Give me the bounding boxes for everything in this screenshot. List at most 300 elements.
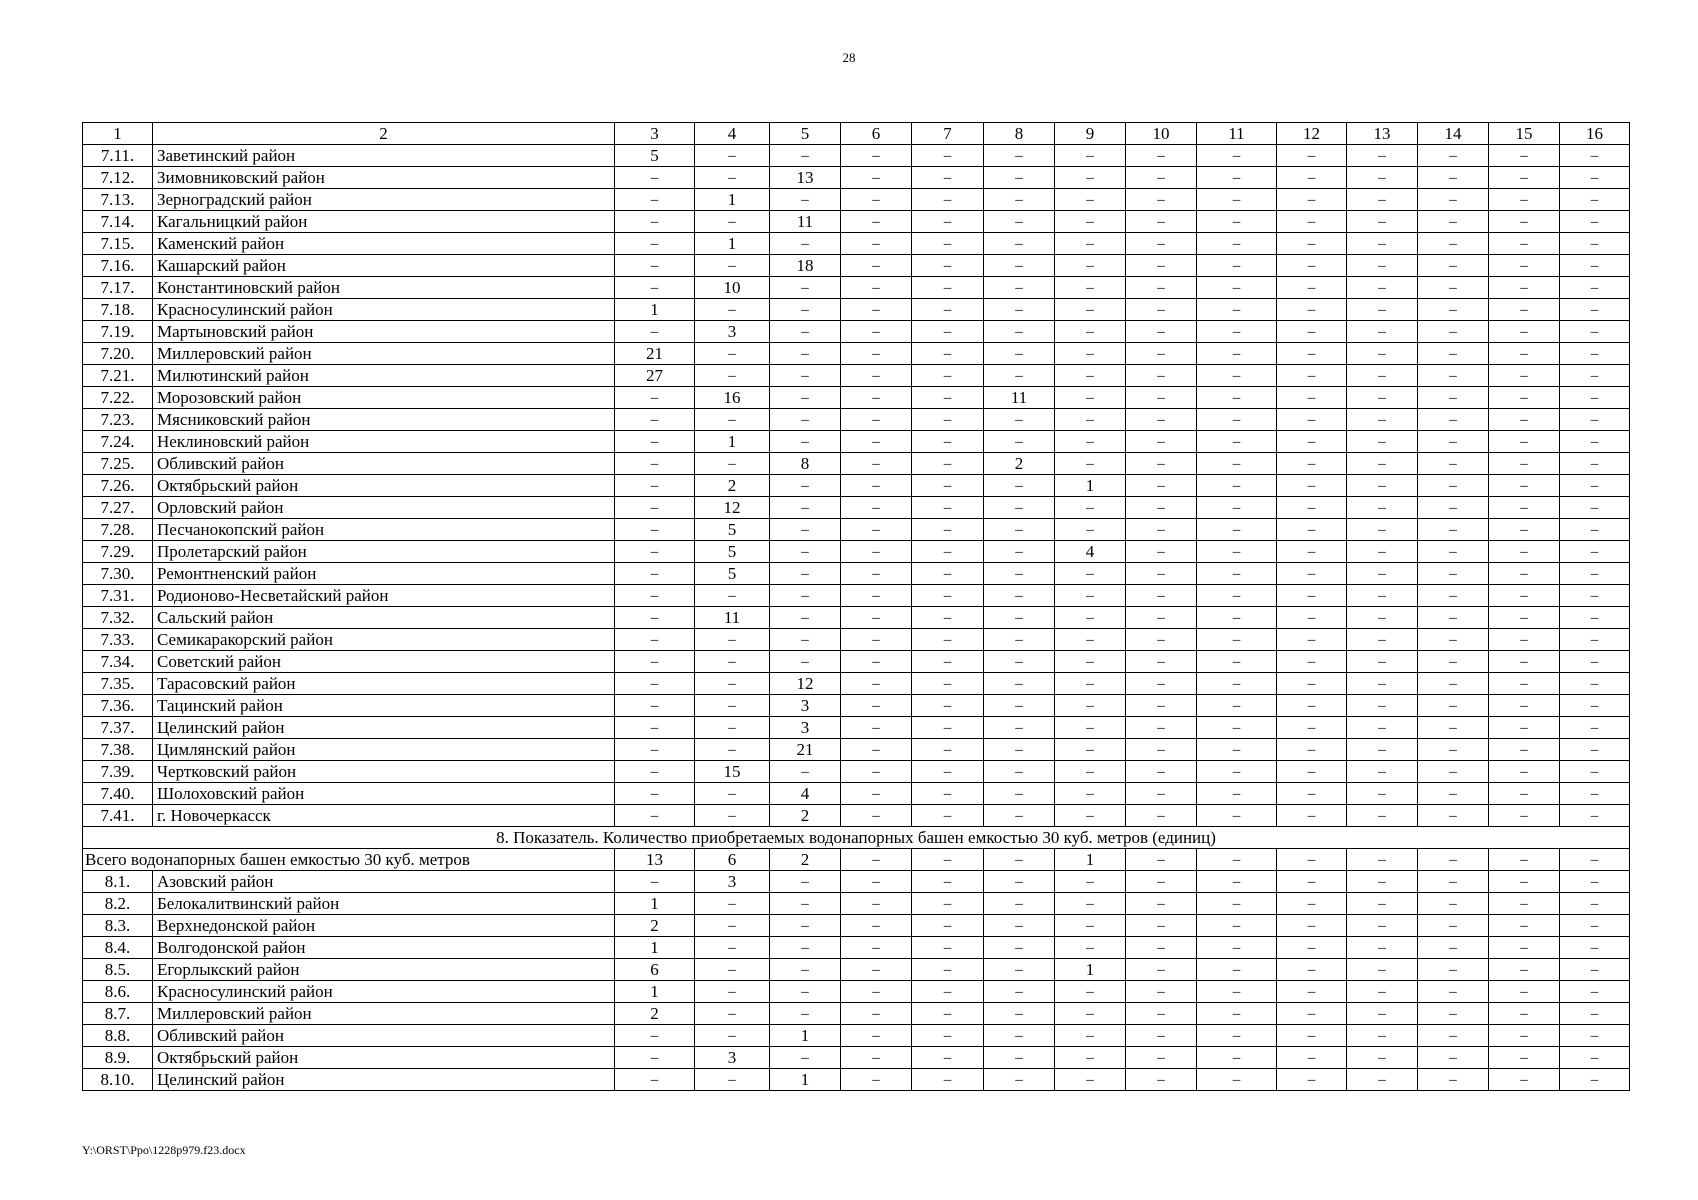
- value-cell: –: [841, 365, 912, 387]
- value-cell: –: [1197, 629, 1277, 651]
- value-cell: –: [1126, 365, 1197, 387]
- row-number: 8.9.: [83, 1047, 153, 1069]
- column-header: 4: [695, 123, 770, 145]
- value-cell: –: [1560, 189, 1630, 211]
- value-cell: –: [984, 651, 1055, 673]
- value-cell: –: [1489, 365, 1560, 387]
- value-cell: –: [695, 651, 770, 673]
- header-row: [83, 123, 1630, 145]
- value-cell: 1: [615, 937, 695, 959]
- value-cell: –: [984, 519, 1055, 541]
- value-cell: –: [1055, 651, 1126, 673]
- value-cell: 11: [695, 607, 770, 629]
- value-cell: –: [615, 651, 695, 673]
- row-number: 7.30.: [83, 563, 153, 585]
- value-cell: –: [1418, 717, 1489, 739]
- value-cell: –: [984, 1047, 1055, 1069]
- table-row: [83, 651, 1630, 673]
- value-cell: –: [841, 937, 912, 959]
- value-cell: –: [1418, 167, 1489, 189]
- value-cell: –: [1560, 167, 1630, 189]
- table-row: [83, 695, 1630, 717]
- value-cell: –: [1560, 343, 1630, 365]
- value-cell: –: [984, 937, 1055, 959]
- value-cell: –: [1347, 1025, 1418, 1047]
- value-cell: –: [1126, 761, 1197, 783]
- value-cell: –: [1347, 497, 1418, 519]
- column-header: 10: [1126, 123, 1197, 145]
- district-name: Семикаракорский район: [153, 629, 615, 651]
- value-cell: –: [984, 761, 1055, 783]
- value-cell: –: [1126, 453, 1197, 475]
- value-cell: –: [912, 585, 984, 607]
- row-number: 7.22.: [83, 387, 153, 409]
- data-table: [82, 122, 1630, 1091]
- value-cell: –: [912, 255, 984, 277]
- row-number: 7.13.: [83, 189, 153, 211]
- value-cell: –: [770, 607, 841, 629]
- value-cell: –: [615, 695, 695, 717]
- row-number: 7.12.: [83, 167, 153, 189]
- row-number: 7.35.: [83, 673, 153, 695]
- value-cell: –: [1055, 783, 1126, 805]
- value-cell: –: [1489, 211, 1560, 233]
- district-name: Милютинский район: [153, 365, 615, 387]
- value-cell: –: [1560, 211, 1630, 233]
- value-cell: –: [984, 1003, 1055, 1025]
- value-cell: –: [841, 607, 912, 629]
- value-cell: –: [1277, 189, 1347, 211]
- district-name: Песчанокопский район: [153, 519, 615, 541]
- value-cell: –: [1197, 563, 1277, 585]
- value-cell: –: [1126, 541, 1197, 563]
- value-cell: –: [1277, 497, 1347, 519]
- value-cell: –: [770, 1047, 841, 1069]
- value-cell: –: [1489, 871, 1560, 893]
- value-cell: –: [984, 1069, 1055, 1091]
- table-row: [83, 717, 1630, 739]
- value-cell: –: [1055, 1069, 1126, 1091]
- table-row: [83, 475, 1630, 497]
- value-cell: –: [1347, 849, 1418, 871]
- value-cell: –: [1277, 541, 1347, 563]
- value-cell: –: [695, 915, 770, 937]
- value-cell: –: [841, 431, 912, 453]
- value-cell: –: [1347, 717, 1418, 739]
- row-number: 8.8.: [83, 1025, 153, 1047]
- value-cell: –: [984, 629, 1055, 651]
- value-cell: –: [1560, 541, 1630, 563]
- value-cell: –: [1197, 717, 1277, 739]
- value-cell: –: [1277, 1003, 1347, 1025]
- value-cell: –: [770, 409, 841, 431]
- value-cell: –: [1197, 761, 1277, 783]
- value-cell: –: [1055, 695, 1126, 717]
- value-cell: –: [1560, 651, 1630, 673]
- district-name: Верхнедонской район: [153, 915, 615, 937]
- value-cell: –: [770, 343, 841, 365]
- value-cell: –: [1418, 211, 1489, 233]
- value-cell: 5: [695, 519, 770, 541]
- value-cell: –: [1126, 189, 1197, 211]
- value-cell: –: [912, 519, 984, 541]
- value-cell: –: [912, 761, 984, 783]
- value-cell: 2: [615, 915, 695, 937]
- table-row: [83, 321, 1630, 343]
- value-cell: –: [984, 893, 1055, 915]
- value-cell: –: [1347, 167, 1418, 189]
- value-cell: –: [1126, 145, 1197, 167]
- value-cell: –: [1418, 783, 1489, 805]
- value-cell: –: [1277, 233, 1347, 255]
- value-cell: –: [984, 563, 1055, 585]
- district-name: Тацинский район: [153, 695, 615, 717]
- value-cell: –: [1347, 893, 1418, 915]
- value-cell: –: [841, 783, 912, 805]
- value-cell: –: [770, 651, 841, 673]
- value-cell: –: [1055, 453, 1126, 475]
- value-cell: –: [615, 321, 695, 343]
- value-cell: –: [1560, 871, 1630, 893]
- value-cell: –: [1055, 585, 1126, 607]
- column-header: 15: [1489, 123, 1560, 145]
- value-cell: –: [1055, 1003, 1126, 1025]
- value-cell: –: [912, 607, 984, 629]
- value-cell: –: [1489, 1003, 1560, 1025]
- value-cell: 1: [615, 299, 695, 321]
- value-cell: –: [1055, 761, 1126, 783]
- district-name: Мартыновский район: [153, 321, 615, 343]
- value-cell: –: [1347, 695, 1418, 717]
- value-cell: –: [695, 343, 770, 365]
- value-cell: –: [615, 1069, 695, 1091]
- district-name: Октябрьский район: [153, 475, 615, 497]
- value-cell: –: [1277, 893, 1347, 915]
- row-number: 7.27.: [83, 497, 153, 519]
- value-cell: –: [1489, 651, 1560, 673]
- value-cell: –: [1489, 585, 1560, 607]
- value-cell: –: [770, 563, 841, 585]
- value-cell: –: [695, 893, 770, 915]
- value-cell: 4: [1055, 541, 1126, 563]
- table-row: [83, 805, 1630, 827]
- value-cell: –: [984, 695, 1055, 717]
- value-cell: –: [695, 739, 770, 761]
- section-title: 8. Показатель. Количество приобретаемых водонапорных башен емкостью 30 куб. метров (единиц): [83, 827, 1630, 849]
- value-cell: –: [1126, 739, 1197, 761]
- value-cell: –: [1055, 365, 1126, 387]
- value-cell: –: [1197, 255, 1277, 277]
- value-cell: –: [1126, 849, 1197, 871]
- value-cell: –: [1197, 607, 1277, 629]
- value-cell: –: [1560, 299, 1630, 321]
- value-cell: –: [1347, 981, 1418, 1003]
- column-header: 5: [770, 123, 841, 145]
- value-cell: –: [1055, 321, 1126, 343]
- value-cell: –: [695, 1003, 770, 1025]
- row-number: 8.7.: [83, 1003, 153, 1025]
- value-cell: –: [984, 959, 1055, 981]
- value-cell: –: [1055, 277, 1126, 299]
- value-cell: –: [695, 585, 770, 607]
- column-header: 9: [1055, 123, 1126, 145]
- value-cell: –: [1489, 695, 1560, 717]
- value-cell: –: [912, 541, 984, 563]
- table-row: [83, 1025, 1630, 1047]
- value-cell: –: [1560, 475, 1630, 497]
- table-row: [83, 1003, 1630, 1025]
- value-cell: –: [841, 695, 912, 717]
- value-cell: –: [1560, 519, 1630, 541]
- value-cell: 13: [770, 167, 841, 189]
- value-cell: –: [912, 365, 984, 387]
- value-cell: –: [841, 321, 912, 343]
- value-cell: –: [1126, 695, 1197, 717]
- value-cell: –: [984, 497, 1055, 519]
- value-cell: –: [1418, 563, 1489, 585]
- district-name: Чертковский район: [153, 761, 615, 783]
- value-cell: –: [1055, 189, 1126, 211]
- value-cell: –: [1560, 233, 1630, 255]
- value-cell: –: [615, 233, 695, 255]
- value-cell: –: [912, 299, 984, 321]
- value-cell: –: [1277, 915, 1347, 937]
- value-cell: 3: [695, 1047, 770, 1069]
- value-cell: –: [615, 585, 695, 607]
- table-row: [83, 959, 1630, 981]
- value-cell: –: [770, 475, 841, 497]
- value-cell: –: [1055, 937, 1126, 959]
- value-cell: –: [1489, 915, 1560, 937]
- row-number: 7.19.: [83, 321, 153, 343]
- value-cell: –: [1489, 321, 1560, 343]
- value-cell: –: [1418, 937, 1489, 959]
- value-cell: –: [1347, 409, 1418, 431]
- value-cell: –: [841, 739, 912, 761]
- value-cell: –: [1277, 629, 1347, 651]
- value-cell: –: [912, 1003, 984, 1025]
- value-cell: –: [1055, 717, 1126, 739]
- column-header: 6: [841, 123, 912, 145]
- value-cell: –: [695, 629, 770, 651]
- value-cell: –: [1347, 1069, 1418, 1091]
- value-cell: –: [1197, 365, 1277, 387]
- value-cell: –: [841, 189, 912, 211]
- value-cell: –: [1126, 299, 1197, 321]
- value-cell: –: [912, 783, 984, 805]
- value-cell: –: [1418, 321, 1489, 343]
- value-cell: –: [1277, 277, 1347, 299]
- value-cell: –: [1560, 1003, 1630, 1025]
- value-cell: –: [841, 585, 912, 607]
- value-cell: –: [1055, 739, 1126, 761]
- value-cell: –: [1418, 277, 1489, 299]
- value-cell: –: [1126, 233, 1197, 255]
- value-cell: –: [1277, 607, 1347, 629]
- value-cell: –: [984, 431, 1055, 453]
- table-row: [83, 519, 1630, 541]
- value-cell: –: [1055, 255, 1126, 277]
- value-cell: –: [695, 783, 770, 805]
- value-cell: –: [1277, 563, 1347, 585]
- value-cell: –: [1560, 1069, 1630, 1091]
- page-number: 28: [842, 50, 856, 65]
- value-cell: –: [1418, 343, 1489, 365]
- value-cell: –: [1347, 937, 1418, 959]
- value-cell: –: [1055, 805, 1126, 827]
- value-cell: –: [1489, 959, 1560, 981]
- value-cell: –: [841, 805, 912, 827]
- value-cell: –: [841, 849, 912, 871]
- value-cell: –: [1347, 805, 1418, 827]
- value-cell: –: [1126, 563, 1197, 585]
- value-cell: 18: [770, 255, 841, 277]
- value-cell: –: [1197, 739, 1277, 761]
- value-cell: 1: [695, 233, 770, 255]
- value-cell: –: [1489, 145, 1560, 167]
- table-row: [83, 761, 1630, 783]
- value-cell: –: [1418, 607, 1489, 629]
- value-cell: –: [1560, 431, 1630, 453]
- row-number: 7.28.: [83, 519, 153, 541]
- value-cell: –: [1560, 277, 1630, 299]
- value-cell: –: [1347, 739, 1418, 761]
- table-row: [83, 915, 1630, 937]
- row-number: 7.40.: [83, 783, 153, 805]
- value-cell: –: [1347, 343, 1418, 365]
- value-cell: –: [770, 541, 841, 563]
- value-cell: 5: [615, 145, 695, 167]
- value-cell: –: [1347, 277, 1418, 299]
- total-label: Всего водонапорных башен емкостью 30 куб. метров: [83, 849, 615, 871]
- value-cell: –: [770, 761, 841, 783]
- value-cell: –: [770, 871, 841, 893]
- column-header: 7: [912, 123, 984, 145]
- value-cell: –: [1277, 299, 1347, 321]
- value-cell: 11: [770, 211, 841, 233]
- table-row: [83, 585, 1630, 607]
- value-cell: –: [1489, 673, 1560, 695]
- row-number: 8.10.: [83, 1069, 153, 1091]
- value-cell: –: [912, 739, 984, 761]
- value-cell: –: [770, 981, 841, 1003]
- value-cell: 3: [770, 717, 841, 739]
- value-cell: –: [615, 673, 695, 695]
- value-cell: –: [984, 167, 1055, 189]
- row-number: 7.38.: [83, 739, 153, 761]
- value-cell: –: [1197, 849, 1277, 871]
- value-cell: –: [1197, 387, 1277, 409]
- value-cell: –: [841, 343, 912, 365]
- value-cell: –: [1347, 629, 1418, 651]
- row-number: 7.39.: [83, 761, 153, 783]
- value-cell: –: [1197, 409, 1277, 431]
- value-cell: –: [770, 629, 841, 651]
- district-name: г. Новочеркасск: [153, 805, 615, 827]
- table-row: [83, 541, 1630, 563]
- value-cell: –: [1277, 761, 1347, 783]
- value-cell: –: [615, 453, 695, 475]
- value-cell: –: [841, 673, 912, 695]
- value-cell: –: [695, 167, 770, 189]
- value-cell: –: [912, 651, 984, 673]
- value-cell: –: [1277, 695, 1347, 717]
- value-cell: –: [984, 475, 1055, 497]
- table-row: [83, 255, 1630, 277]
- row-number: 7.14.: [83, 211, 153, 233]
- value-cell: –: [841, 519, 912, 541]
- value-cell: –: [1126, 431, 1197, 453]
- value-cell: –: [1489, 189, 1560, 211]
- value-cell: –: [1197, 233, 1277, 255]
- value-cell: –: [1560, 629, 1630, 651]
- row-number: 7.41.: [83, 805, 153, 827]
- value-cell: –: [912, 849, 984, 871]
- value-cell: –: [912, 871, 984, 893]
- value-cell: 3: [695, 871, 770, 893]
- value-cell: –: [984, 365, 1055, 387]
- value-cell: –: [912, 673, 984, 695]
- value-cell: –: [695, 409, 770, 431]
- value-cell: –: [912, 629, 984, 651]
- value-cell: –: [1347, 761, 1418, 783]
- value-cell: –: [695, 145, 770, 167]
- value-cell: –: [1277, 673, 1347, 695]
- district-name: Обливский район: [153, 1025, 615, 1047]
- value-cell: –: [615, 409, 695, 431]
- value-cell: –: [1055, 145, 1126, 167]
- value-cell: –: [1197, 915, 1277, 937]
- value-cell: –: [984, 189, 1055, 211]
- district-name: Шолоховский район: [153, 783, 615, 805]
- table-row: [83, 431, 1630, 453]
- value-cell: –: [1347, 1003, 1418, 1025]
- value-cell: –: [770, 893, 841, 915]
- value-cell: –: [912, 453, 984, 475]
- table-row: [83, 1047, 1630, 1069]
- value-cell: –: [1126, 585, 1197, 607]
- column-header: 13: [1347, 123, 1418, 145]
- value-cell: –: [1347, 365, 1418, 387]
- value-cell: –: [984, 1025, 1055, 1047]
- value-cell: –: [1197, 893, 1277, 915]
- value-cell: 1: [1055, 959, 1126, 981]
- value-cell: –: [1277, 651, 1347, 673]
- value-cell: –: [1347, 233, 1418, 255]
- value-cell: –: [1560, 717, 1630, 739]
- district-name: Целинский район: [153, 1069, 615, 1091]
- value-cell: –: [1560, 805, 1630, 827]
- value-cell: –: [1277, 211, 1347, 233]
- value-cell: –: [1560, 585, 1630, 607]
- value-cell: –: [1418, 629, 1489, 651]
- district-name: Орловский район: [153, 497, 615, 519]
- row-number: 7.20.: [83, 343, 153, 365]
- value-cell: 8: [770, 453, 841, 475]
- value-cell: –: [1197, 1025, 1277, 1047]
- value-cell: –: [1126, 629, 1197, 651]
- value-cell: –: [1055, 387, 1126, 409]
- value-cell: 15: [695, 761, 770, 783]
- value-cell: –: [1055, 299, 1126, 321]
- value-cell: –: [1489, 563, 1560, 585]
- value-cell: 27: [615, 365, 695, 387]
- value-cell: –: [615, 805, 695, 827]
- value-cell: –: [1418, 871, 1489, 893]
- value-cell: –: [1277, 387, 1347, 409]
- district-name: Мясниковский район: [153, 409, 615, 431]
- value-cell: 16: [695, 387, 770, 409]
